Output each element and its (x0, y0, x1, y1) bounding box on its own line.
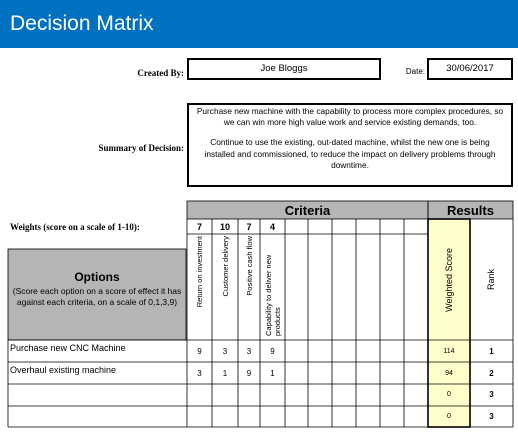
criteria-header: Criteria (284, 203, 331, 218)
score-cell[interactable]: 3 (197, 369, 202, 378)
weighted-score-value: 0 (447, 413, 451, 420)
weighted-score-header (428, 222, 470, 338)
weighted-score-value: 114 (443, 348, 455, 355)
criterion-2[interactable] (212, 236, 238, 339)
summary-line-2: Continue to use the existing, out-dated machine, whilst the new one is being installed and commissioned, to reduce the impact on delivery problems through downtime. (204, 137, 496, 170)
score-cell[interactable]: 3 (222, 347, 228, 356)
results-header: Results (447, 203, 494, 218)
date-value: 30/06/2017 (446, 63, 494, 74)
options-note: (Score each option on a score of effect it has against each criteria, on a scale of 0,1,3,9) (12, 286, 182, 307)
weighted-score-value: 94 (445, 370, 453, 377)
score-cell[interactable]: 9 (197, 347, 202, 356)
option-name[interactable]: Overhaul existing machine (10, 365, 117, 375)
rank-label: Rank (486, 269, 496, 291)
weights-label: Weights (score on a scale of 1-10): (10, 222, 140, 232)
weight-2[interactable]: 10 (219, 222, 230, 232)
weighted-score-label: Weighted Score (443, 248, 454, 312)
option-name[interactable]: Purchase new CNC Machine (10, 343, 126, 353)
weight-4[interactable]: 4 (269, 222, 275, 232)
criterion-3[interactable] (238, 236, 260, 339)
score-cell[interactable]: 9 (270, 347, 275, 356)
weight-3[interactable]: 7 (246, 222, 252, 232)
page-title: Decision Matrix (10, 12, 154, 35)
criterion-4-label: Capability to deliver new products (263, 254, 282, 336)
rank-value: 3 (489, 390, 494, 399)
score-cell[interactable]: 1 (270, 369, 275, 378)
summary-label: Summary of Decision: (98, 143, 184, 153)
criterion-2-label: Customer delivery (220, 236, 230, 297)
summary-line-1: Purchase new machine with the capability to process more complex procedures, so we can win more high value work and service existing demands, too. (196, 106, 504, 128)
date-label: Date: (405, 67, 425, 76)
rank-header (470, 222, 513, 338)
weight-1[interactable]: 7 (196, 222, 202, 232)
options-title: Options (74, 270, 120, 284)
created-by-value: Joe Bloggs (260, 63, 308, 74)
score-cell[interactable]: 1 (222, 369, 228, 378)
criterion-1[interactable] (187, 236, 212, 339)
rank-value: 1 (489, 347, 494, 356)
rank-value: 2 (489, 369, 494, 378)
score-cell[interactable]: 3 (246, 347, 252, 356)
created-by-label: Created By: (137, 68, 184, 78)
criterion-1-label: Return on investment (195, 236, 204, 308)
criterion-3-label: Positive cash flow (244, 236, 254, 296)
score-cell[interactable]: 9 (246, 369, 252, 378)
weighted-score-value: 0 (447, 391, 451, 398)
rank-value: 3 (489, 412, 494, 421)
criterion-4[interactable] (260, 236, 285, 339)
